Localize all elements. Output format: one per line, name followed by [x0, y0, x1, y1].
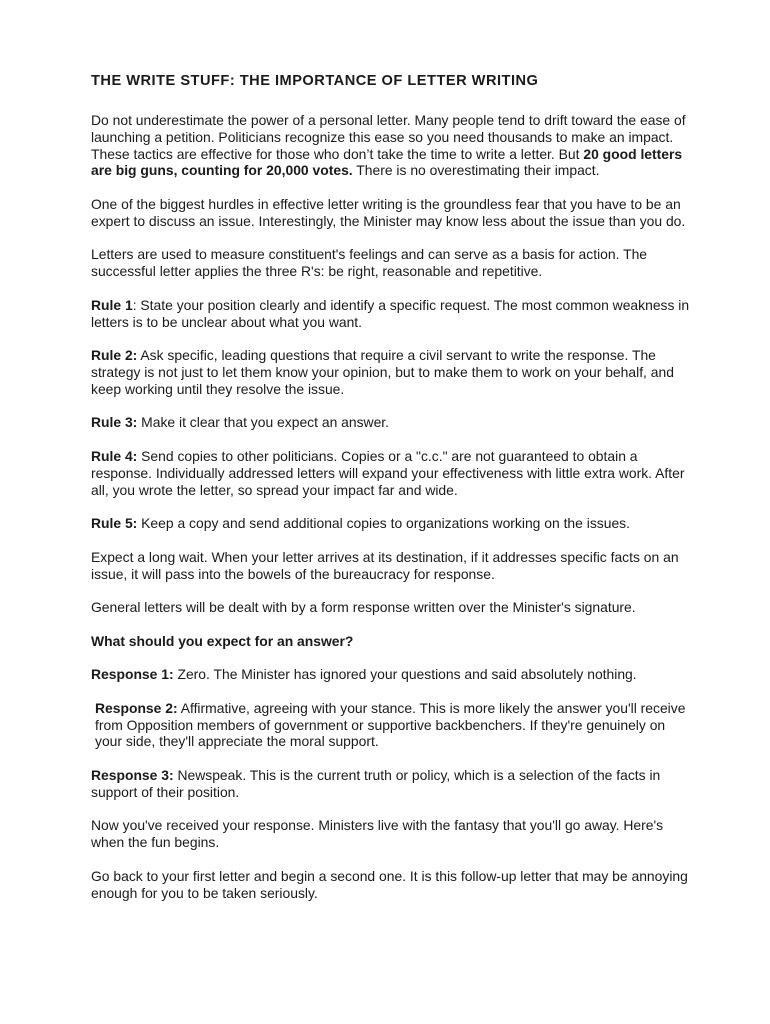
rule-5-label: Rule 5:	[91, 515, 138, 532]
rule-3-text: Make it clear that you expect an answer.	[137, 414, 390, 431]
document-title: THE WRITE STUFF: THE IMPORTANCE OF LETTER WRITING	[91, 73, 539, 89]
response-2-text: Affirmative, agreeing with your stance. This is more likely the answer you'll receive from Opposition members of government or supportive backbenchers. If they're genuinely on your side, they'll appreciate the moral support.	[95, 699, 686, 750]
measure-paragraph: Letters are used to measure constituent's feelings and can serve as a basis for action. The successful letter applies the three R's: be right, reasonable and repetitive.	[91, 246, 648, 280]
hurdles-paragraph: One of the biggest hurdles in effective letter writing is the groundless fear that you have to be an expert to discuss an issue. Interestingly, the Minister may know less about the issue than you do.	[91, 195, 686, 229]
response-3-paragraph	[91, 767, 691, 801]
response-2-paragraph	[91, 700, 691, 750]
rule-5-paragraph	[91, 515, 691, 532]
rule-3-label: Rule 3:	[91, 414, 138, 431]
response-1-paragraph	[91, 666, 691, 683]
response-3-text: Newspeak. This is the current truth or policy, which is a selection of the facts in support of their position.	[91, 767, 661, 800]
rule-1-paragraph	[91, 297, 691, 331]
intro-paragraph	[91, 112, 691, 179]
intro-text-1: Do not underestimate the power of a personal letter. Many people tend to drift toward the ease of launching a petition. Politicians recognize this ease so you need thousands to make an impact. These tactics are effective for those who don’t take the time to write a letter. But	[91, 112, 686, 162]
rule-2-paragraph	[91, 347, 691, 397]
rule-2-text: Ask specific, leading questions that require a civil servant to write the response. The strategy is not just to let them know your opinion, but to make them to work on your behalf, and keep working until they resolve the issue.	[91, 347, 674, 397]
rule-5-text: Keep a copy and send additional copies to organizations working on the issues.	[137, 515, 630, 532]
response-2-label: Response 2:	[95, 699, 178, 716]
intro-text-2: There is no overestimating their impact.	[352, 162, 600, 179]
response-3-label: Response 3:	[91, 767, 174, 784]
question-heading	[91, 633, 691, 650]
document-page	[91, 72, 691, 918]
rule-4-paragraph	[91, 448, 691, 498]
rule-3-paragraph	[91, 414, 691, 431]
rule-4-label: Rule 4:	[91, 447, 138, 464]
intro-bold-text: 20 good letters are big guns, counting for 20,000 votes.	[91, 145, 683, 179]
question-text: What should you expect for an answer?	[91, 632, 354, 649]
response-1-label: Response 1:	[91, 666, 174, 683]
go-back-paragraph: Go back to your first letter and begin a second one. It is this follow-up letter that may be annoying enough for you to be taken seriously.	[91, 867, 688, 901]
rule-1-text: : State your position clearly and identify a specific request. The most common weakness in letters is to be unclear about what you want.	[91, 296, 690, 330]
wait-paragraph: Expect a long wait. When your letter arrives at its destination, if it addresses specific facts on an issue, it will pass into the bowels of the bureaucracy for response.	[91, 548, 679, 582]
rule-2-label: Rule 2:	[91, 347, 138, 364]
rule-4-text: Send copies to other politicians. Copies or a "c.c." are not guaranteed to obtain a response. Individually addressed letters will expand your effectiveness with little extra work. After all, you wrote the letter, so spread your impact far and wide.	[91, 447, 685, 498]
general-letters-paragraph: General letters will be dealt with by a form response written over the Minister's signature.	[91, 599, 636, 616]
rule-1-label: Rule 1	[91, 296, 133, 313]
received-paragraph: Now you've received your response. Ministers live with the fantasy that you'll go away. Here's when the fun begins.	[91, 817, 664, 851]
response-1-text: Zero. The Minister has ignored your questions and said absolutely nothing.	[173, 666, 637, 683]
